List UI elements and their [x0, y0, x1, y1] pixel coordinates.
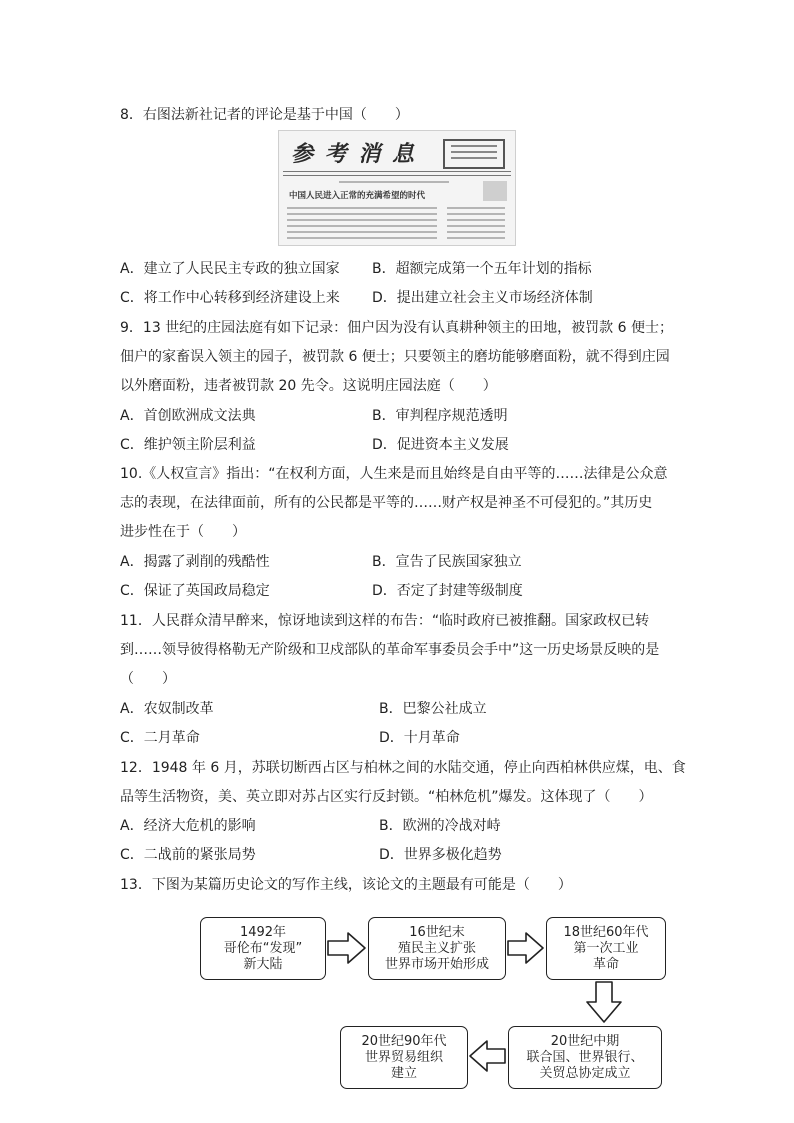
flow-node-text: 第一次工业: [573, 940, 639, 956]
q8-option-b[interactable]: B．超额完成第一个五年计划的指标: [372, 261, 592, 277]
q12-stem-line: 品等生活物资，美、英立即对苏占区实行反封锁。“柏林危机”爆发。这体现了（ ）: [120, 789, 653, 805]
q10-option-b[interactable]: B．宣告了民族国家独立: [372, 554, 522, 570]
flow-arrow-left: [470, 1041, 505, 1071]
flow-node-text: 哥伦布“发现”: [223, 940, 303, 956]
flow-node-text: 联合国、世界银行、: [526, 1049, 644, 1065]
q9-option-a[interactable]: A．首创欧洲成文法典: [120, 408, 256, 424]
q12-option-b[interactable]: B．欧洲的冷战对峙: [379, 818, 501, 834]
q11-option-c[interactable]: C．二月革命: [120, 730, 200, 746]
q11-stem-line: 到……领导彼得格勒无产阶级和卫戍部队的革命军事委员会手中”这一历史场景反映的是: [120, 642, 660, 658]
q10-stem-line: 志的表现，在法律面前，所有的公民都是平等的……财产权是神圣不可侵犯的。”其历史: [120, 495, 653, 511]
q8-option-d[interactable]: D．提出建立社会主义市场经济体制: [372, 290, 593, 306]
q13-stem: 13．下图为某篇历史论文的写作主线，该论文的主题最有可能是（ ）: [120, 877, 572, 893]
q9-stem-line: 以外磨面粉，违者被罚款 20 先令。这说明庄园法庭（ ）: [120, 378, 497, 394]
newspaper-headline: 中国人民进入正常的充满希望的时代: [289, 191, 426, 201]
flow-arrow-down: [587, 982, 621, 1022]
q11-stem-line: （ ）: [120, 671, 176, 687]
flow-arrow-right: [508, 933, 543, 963]
flow-node-text: 建立: [390, 1065, 417, 1081]
q11-option-a[interactable]: A．农奴制改革: [120, 701, 214, 717]
q9-option-d[interactable]: D．促进资本主义发展: [372, 437, 509, 453]
q12-option-a[interactable]: A．经济大危机的影响: [120, 818, 256, 834]
q9-stem-line: 佃户的家畜误入领主的园子，被罚款 6 便士；只要领主的磨坊能够磨面粉，就不得到庄园: [120, 349, 670, 365]
q8-option-a[interactable]: A．建立了人民民主专政的独立国家: [120, 261, 340, 277]
flow-arrow-right: [328, 933, 365, 963]
flow-node-text: 20世纪中期: [550, 1033, 620, 1049]
q9-option-c[interactable]: C．维护领主阶层利益: [120, 437, 256, 453]
flow-node-text: 世界市场开始形成: [384, 956, 489, 972]
q10-stem-line: 10.《人权宣言》指出：“在权利方面，人生来是而且始终是自由平等的……法律是公众意: [120, 466, 668, 482]
q9-option-b[interactable]: B．审判程序规范透明: [372, 408, 508, 424]
flow-node-text: 18世纪60年代: [563, 924, 649, 940]
q10-option-c[interactable]: C．保证了英国政局稳定: [120, 583, 270, 599]
q9-stem-line: 9．13 世纪的庄园法庭有如下记录：佃户因为没有认真耕种领主的田地，被罚款 6 便士；: [120, 320, 673, 336]
q12-option-d[interactable]: D．世界多极化趋势: [379, 847, 502, 863]
q12-stem-line: 12．1948 年 6 月，苏联切断西占区与柏林之间的水陆交通，停止向西柏林供应煤，电、食: [120, 760, 686, 776]
q12-option-c[interactable]: C．二战前的紧张局势: [120, 847, 256, 863]
newspaper-masthead: 参 考 消 息: [291, 141, 416, 167]
flow-node-text: 世界贸易组织: [364, 1049, 443, 1065]
q11-option-b[interactable]: B．巴黎公社成立: [379, 701, 487, 717]
q8-stem: 8．右图法新社记者的评论是基于中国（ ）: [120, 107, 409, 123]
flow-node-text: 新大陆: [243, 956, 283, 972]
q11-stem-line: 11．人民群众清早醉来，惊讶地读到这样的布告：“临时政府已被推翻。国家政权已转: [120, 613, 650, 629]
flow-node-text: 16世纪末: [409, 924, 465, 940]
q10-stem-line: 进步性在于（ ）: [120, 524, 246, 540]
q11-option-d[interactable]: D．十月革命: [379, 730, 460, 746]
q8-option-c[interactable]: C．将工作中心转移到经济建设上来: [120, 290, 340, 306]
q10-option-d[interactable]: D．否定了封建等级制度: [372, 583, 523, 599]
flow-node-text: 殖民主义扩张: [397, 940, 476, 956]
flow-node-text: 20世纪90年代: [361, 1033, 447, 1049]
flow-node-text: 关贸总协定成立: [539, 1065, 631, 1081]
flow-node-text: 革命: [592, 956, 619, 972]
q10-option-a[interactable]: A．揭露了剥削的残酷性: [120, 554, 270, 570]
flow-node-text: 1492年: [239, 924, 287, 940]
